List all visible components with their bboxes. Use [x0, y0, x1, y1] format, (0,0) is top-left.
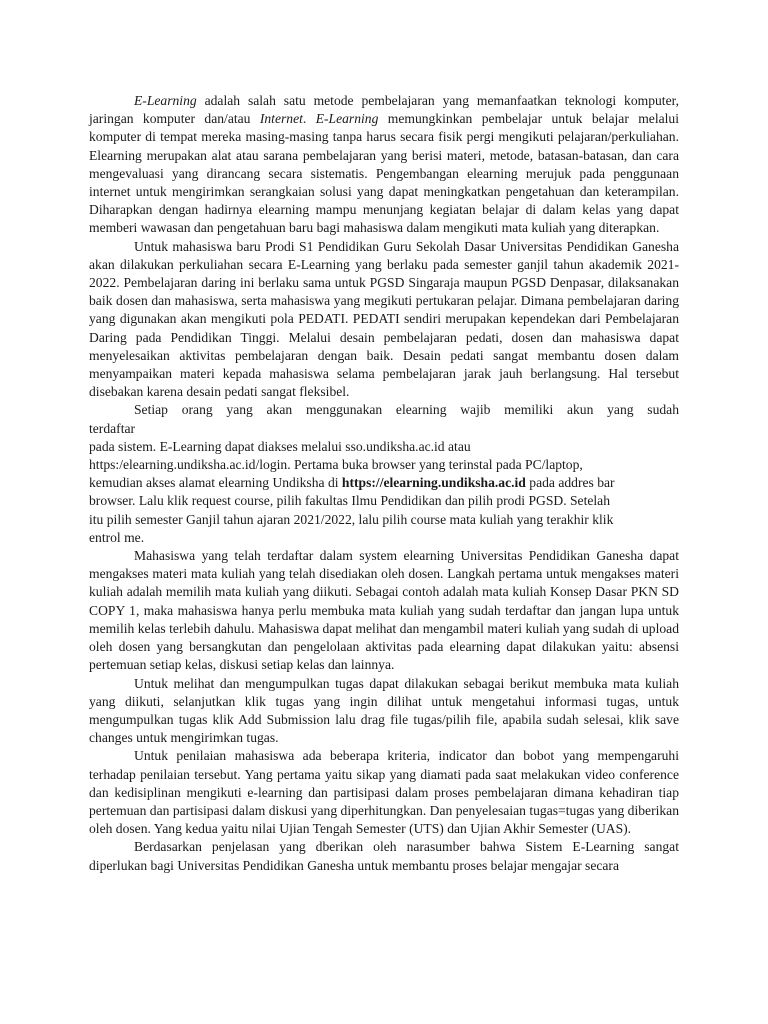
- text-line: terdaftar: [89, 420, 136, 436]
- text-line: [89, 474, 679, 492]
- term-elearning: E-Learning: [315, 111, 379, 127]
- text-line: https:/elearning.undiksha.ac.id/login. Pertama buka browser yang terinstal pada PC/laptop,: [89, 457, 583, 473]
- paragraph-pgsd-elearning: Untuk mahasiswa baru Prodi S1 Pendidikan Guru Sekolah Dasar Universitas Pendidikan Ganesha akan dilakukan perkuliahan secara E-Learning yang berlaku pada semester ganjil tahun akademik 2021-2022. Pembelajaran daring ini berlaku sama untuk PGSD Singaraja maupun PGSD Denpasar, dilaksanakan baik dosen dan mahasiswa, serta mahasiswa yang megikuti pertukaran pelajar. Dimana pembelajaran daring yang digunakan akan mengikuti pola PEDATI. PEDATI sendiri merupakan kependekan dari Pembelajaran Daring pada Pendidikan Tinggi. Melalui desain pembelajaran pedati, dosen dan mahasiswa dapat menyelesaikan aktivitas pembelajaran dengan baik. Desain pedati sangat membantu dosen dalam menyampaikan materi kepada mahasiswa selama pembelajaran jarak jauh berlangsung. Hal tersebut disebakan karena desain pedati sangat fleksibel.: [89, 238, 679, 400]
- text-segment: kemudian akses alamat elearning Undiksha di: [89, 475, 342, 491]
- paragraph-elearning-access: [89, 401, 679, 547]
- paragraph-assessment: Untuk penilaian mahasiswa ada beberapa kriteria, indicator dan bobot yang mempengaruhi terhadap penilaian tersebut. Yang pertama yaitu sikap yang diamati pada saat melakukan video conference dan kedisiplinan mengikuti e-learning dan partisipasi dalam proses pembelajaran dimana kehadiran tiap pertemuan dan partisipasi dalam diskusi yang diperhitungkan. Dan penyelesaian tugas=tugas yang diberikan oleh dosen. Yang kedua yaitu nilai Ujian Tengah Semester (UTS) dan Ujian Akhir Semester (UAS).: [89, 748, 679, 837]
- text-line: Setiap orang yang akan menggunakan elearning wajib memiliki akun yang sudah: [134, 402, 679, 418]
- term-internet: Internet: [259, 111, 303, 127]
- text-line: pada sistem. E-Learning dapat diakses melalui sso.undiksha.ac.id atau: [89, 438, 471, 454]
- text-line: browser. Lalu klik request course, pilih fakultas Ilmu Pendidikan dan pilih prodi PGSD. Setelah: [89, 493, 611, 509]
- text-line: itu pilih semester Ganjil tahun ajaran 2021/2022, lalu pilih course mata kuliah yang terakhir klik: [89, 511, 614, 527]
- paragraph-conclusion: Berdasarkan penjelasan yang dberikan oleh narasumber bahwa Sistem E-Learning sangat diperlukan bagi Universitas Pendidikan Ganesha untuk membantu proses belajar mengajar secara: [89, 839, 679, 873]
- text-line: entrol me.: [89, 529, 145, 545]
- elearning-url: https://elearning.undiksha.ac.id: [341, 475, 526, 491]
- document-page: [89, 92, 679, 875]
- paragraph-course-materials: Mahasiswa yang telah terdaftar dalam system elearning Universitas Pendidikan Ganesha dapat mengakses materi mata kuliah yang telah disediakan oleh dosen. Langkah pertama untuk mengakses materi kuliah adalah memilih mata kuliah yang diikuti. Sebagai contoh adalah mata kuliah Konsep Dasar PKN SD COPY 1, maka mahasiswa hanya perlu membuka mata kuliah yang sudah terdaftar dan jangan lupa untuk memilih kelas terlebih dahulu. Mahasiswa dapat melihat dan mengambil materi kuliah yang sudah di upload oleh dosen yang bersangkutan dan pengelolaan aktivitas pada elearning dapat dilakukan yaitu: absensi pertemuan setiap kelas, diskusi setiap kelas dan lainnya.: [89, 548, 679, 673]
- term-elearning: E-Learning: [134, 93, 197, 108]
- paragraph-text: .: [302, 111, 316, 127]
- paragraph-text: memungkinkan pembelajar untuk belajar melalui komputer di tempat mereka masing-masing tanpa harus secara fisik pergi mengikuti pelajaran/perkuliahan. Elearning merupakan alat atau sarana pembelajaran yang berisi materi, metode, batasan-batasan, dan cara mengevaluasi yang dirancang secara sistematis. Pengembangan elearning merujuk pada penggunaan internet untuk mengirimkan serangkaian solusi yang dapat meningkatkan pengetahuan dan keterampilan. Diharapkan dengan hadirnya elearning mampu menunjang kegiatan belajar di dalam kelas yang dapat memberi wawasan dan pengetahuan baru bagi mahasiswa dalam mengikuti mata kuliah yang diterapkan.: [89, 111, 680, 236]
- paragraph-text: adalah salah satu metode pembelajaran yang memanfaatkan teknologi komputer, jaringan komputer dan/atau: [89, 93, 679, 127]
- text-segment: pada addres bar: [525, 475, 615, 491]
- paragraph-elearning-definition: [89, 92, 679, 238]
- paragraph-assignments: Untuk melihat dan mengumpulkan tugas dapat dilakukan sebagai berikut membuka mata kuliah yang diikuti, selanjutkan klik tugas yang ingin dilihat untuk mengetahui informasi tugas, untuk mengumpulkan tugas klik Add Submission lalu drag file tugas/pilih file, apabila sudah selesai, klik save changes untuk mengirimkan tugas.: [89, 675, 679, 746]
